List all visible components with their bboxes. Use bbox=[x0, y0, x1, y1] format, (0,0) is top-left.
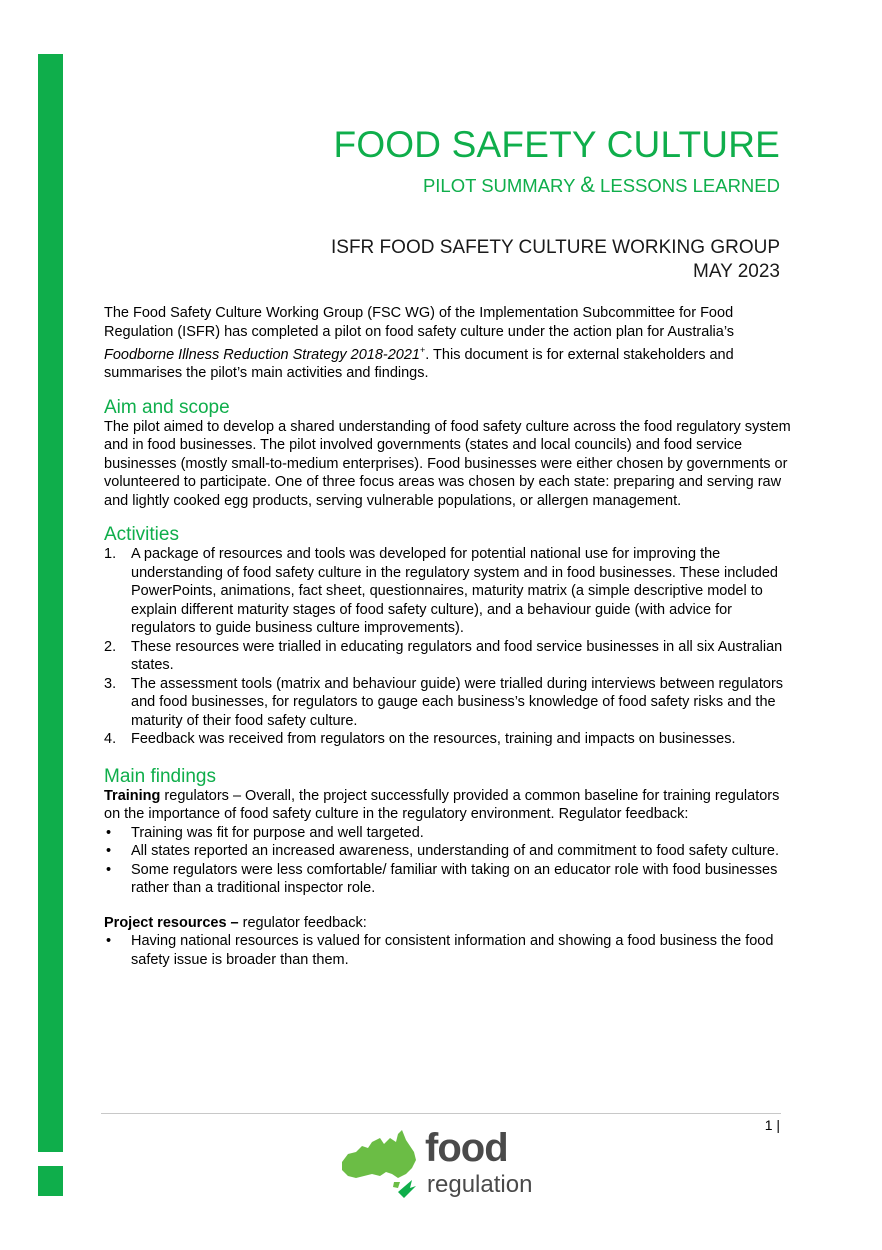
bullet-icon: • bbox=[106, 861, 112, 878]
training-label: Training bbox=[104, 787, 161, 804]
item-number: 4. bbox=[104, 731, 117, 748]
list-item bbox=[104, 932, 794, 969]
side-accent-block bbox=[38, 1166, 63, 1196]
item-text: The assessment tools (matrix and behaviour guide) were trialled during interviews between regulators and food businesses, for regulators to gauge each business’s knowledge of food safety risks and the maturity of their food safety culture. bbox=[131, 675, 784, 729]
item-text: Training was fit for purpose and well targeted. bbox=[131, 824, 424, 841]
activities-list bbox=[104, 545, 794, 749]
resources-label: Project resources – bbox=[104, 914, 239, 931]
list-item bbox=[104, 861, 794, 898]
resources-text: regulator feedback: bbox=[238, 914, 367, 931]
aim-heading: Aim and scope bbox=[104, 396, 230, 418]
training-paragraph bbox=[104, 787, 794, 824]
bullet-icon: • bbox=[106, 824, 112, 841]
side-accent-bar bbox=[38, 54, 63, 1152]
list-item bbox=[104, 730, 794, 749]
australia-map-icon bbox=[336, 1126, 436, 1202]
subtitle-ampersand: & bbox=[580, 172, 595, 197]
footnote-marker: + bbox=[419, 345, 426, 355]
document-body bbox=[104, 304, 794, 969]
working-group-name: ISFR FOOD SAFETY CULTURE WORKING GROUP bbox=[331, 237, 780, 258]
list-item bbox=[104, 842, 794, 861]
item-number: 3. bbox=[104, 675, 117, 692]
logo-word-food: food bbox=[425, 1126, 508, 1170]
subtitle-part2: LESSONS LEARNED bbox=[594, 175, 780, 196]
document-date: MAY 2023 bbox=[693, 261, 780, 282]
resources-feedback-list bbox=[104, 932, 794, 969]
strategy-title: Foodborne Illness Reduction Strategy 2018-2021 bbox=[104, 346, 420, 363]
intro-text-start: The Food Safety Culture Working Group (FSC WG) of the Implementation Subcommittee for Food Regulation (ISFR) has completed a pilot on food safety culture under the action plan for Australia’s bbox=[104, 305, 735, 340]
document-subtitle bbox=[423, 172, 780, 198]
list-item bbox=[104, 638, 794, 675]
resources-paragraph bbox=[104, 914, 794, 933]
bullet-icon: • bbox=[106, 933, 112, 950]
item-text: These resources were trialled in educating regulators and food service businesses in all six Australian states. bbox=[131, 638, 783, 674]
aim-paragraph: The pilot aimed to develop a shared understanding of food safety culture across the food regulatory system and in food businesses. The pilot involved governments (states and local councils) and food service businesses (mostly small-to-medium enterprises). Food businesses were either chosen by governments or volunteered to participate. One of three focus areas was chosen by each state: preparing and serving raw and lightly cooked egg products, serving vulnerable populations, or allergen management. bbox=[104, 418, 791, 509]
logo-word-regulation: regulation bbox=[427, 1171, 533, 1198]
item-text: A package of resources and tools was developed for potential national use for improving the understanding of food safety culture in the regulatory system and in food businesses. These included PowerPoints, animations, fact sheet, questionnaires, maturity matrix (a simple descriptive model to explain different maturity stages of food safety culture), and a behaviour guide (with advice for regulators to guide business culture improvements). bbox=[131, 546, 778, 637]
food-regulation-logo bbox=[336, 1126, 566, 1202]
page-number: 1 | bbox=[764, 1117, 780, 1133]
item-text: All states reported an increased awareness, understanding of and commitment to food safety culture. bbox=[131, 843, 780, 860]
item-text: Having national resources is valued for consistent information and showing a food business the food safety issue is broader than them. bbox=[131, 933, 774, 968]
list-item bbox=[104, 545, 794, 638]
document-title: FOOD SAFETY CULTURE bbox=[333, 124, 780, 165]
spacer bbox=[104, 898, 794, 914]
training-feedback-list bbox=[104, 824, 794, 898]
activities-heading: Activities bbox=[104, 524, 179, 546]
intro-text-end: . This document is for external stakeholders and summarises the pilot’s main activities and findings. bbox=[104, 346, 734, 382]
item-text: Some regulators were less comfortable/ familiar with taking on an educator role with food businesses rather than a traditional inspector role. bbox=[131, 861, 778, 897]
findings-heading: Main findings bbox=[104, 765, 216, 787]
intro-paragraph bbox=[104, 304, 794, 383]
subtitle-part1: PILOT SUMMARY bbox=[422, 175, 581, 196]
bullet-icon: • bbox=[106, 843, 112, 860]
list-item bbox=[104, 824, 794, 843]
item-number: 1. bbox=[104, 546, 117, 563]
footer-divider bbox=[101, 1113, 781, 1114]
list-item bbox=[104, 675, 794, 731]
item-number: 2. bbox=[104, 638, 117, 655]
item-text: Feedback was received from regulators on the resources, training and impacts on businesses. bbox=[131, 731, 736, 748]
training-text: regulators – Overall, the project successfully provided a common baseline for training regulators on the importance of food safety culture in the regulatory environment. Regulator feedback: bbox=[104, 787, 780, 823]
